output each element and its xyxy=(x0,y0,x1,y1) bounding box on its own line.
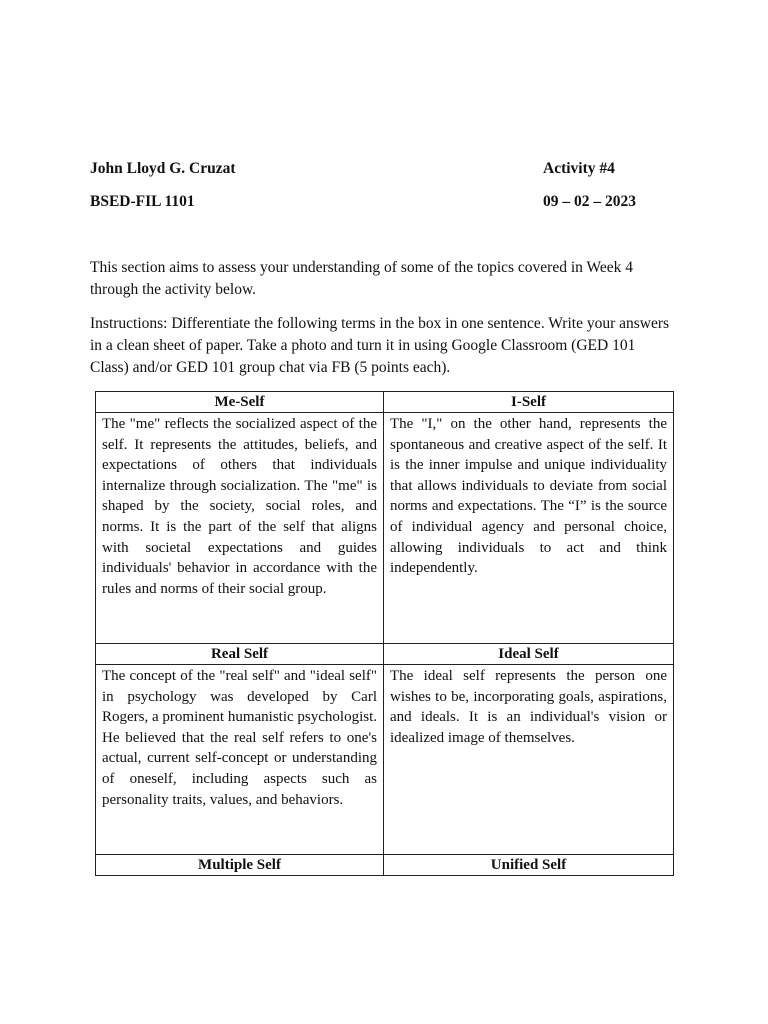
header-row-1 xyxy=(90,160,650,178)
table-row xyxy=(96,665,674,855)
table-heading-row xyxy=(96,392,674,413)
activity-number: Activity #4 xyxy=(543,160,615,177)
table-heading-row xyxy=(96,855,674,876)
intro-paragraph: This section aims to assess your understanding of some of the topics covered in Week 4 through the activity below. xyxy=(90,259,634,298)
ideal-self-heading: Ideal Self xyxy=(384,644,674,665)
i-self-heading: I-Self xyxy=(384,392,674,413)
real-self-answer: The concept of the "real self" and "ideal self" in psychology was developed by Carl Rogers, a prominent humanistic psychologist. He believed that the real self refers to one's actual, current self-concept or understanding of oneself, including aspects such as personality traits, values, and behaviors. xyxy=(96,665,384,855)
me-self-heading: Me-Self xyxy=(96,392,384,413)
real-self-heading: Real Self xyxy=(96,644,384,665)
terms-table xyxy=(95,391,674,876)
header-row-2 xyxy=(90,193,650,211)
activity-date: 09 – 02 – 2023 xyxy=(543,193,636,210)
instructions-paragraph: Instructions: Differentiate the following terms in the box in one sentence. Write your answers in a clean sheet of paper. Take a photo and turn it in using Google Classroom (GED 101 Class) and/or GED 101 group chat via FB (5 points each). xyxy=(90,315,670,376)
course-section: BSED-FIL 1101 xyxy=(90,193,195,210)
unified-self-heading: Unified Self xyxy=(384,855,674,876)
table-row xyxy=(96,413,674,644)
i-self-answer: The "I," on the other hand, represents the spontaneous and creative aspect of the self. It is the inner impulse and unique individuality that allows individuals to deviate from social norms and expectations. The “I” is the source of individual agency and personal choice, allowing individuals to act and think independently. xyxy=(384,413,674,644)
table-heading-row xyxy=(96,644,674,665)
me-self-answer: The "me" reflects the socialized aspect of the self. It represents the attitudes, beliefs, and expectations of others that individuals internalize through socialization. The "me" is shaped by the society, social roles, and norms. It is the part of the self that aligns with societal expectations and guides individuals' behavior in accordance with the rules and norms of their social group. xyxy=(96,413,384,644)
multiple-self-heading: Multiple Self xyxy=(96,855,384,876)
student-name: John Lloyd G. Cruzat xyxy=(90,160,236,177)
ideal-self-answer: The ideal self represents the person one wishes to be, incorporating goals, aspirations, and ideals. It is an individual's vision or idealized image of themselves. xyxy=(384,665,674,855)
